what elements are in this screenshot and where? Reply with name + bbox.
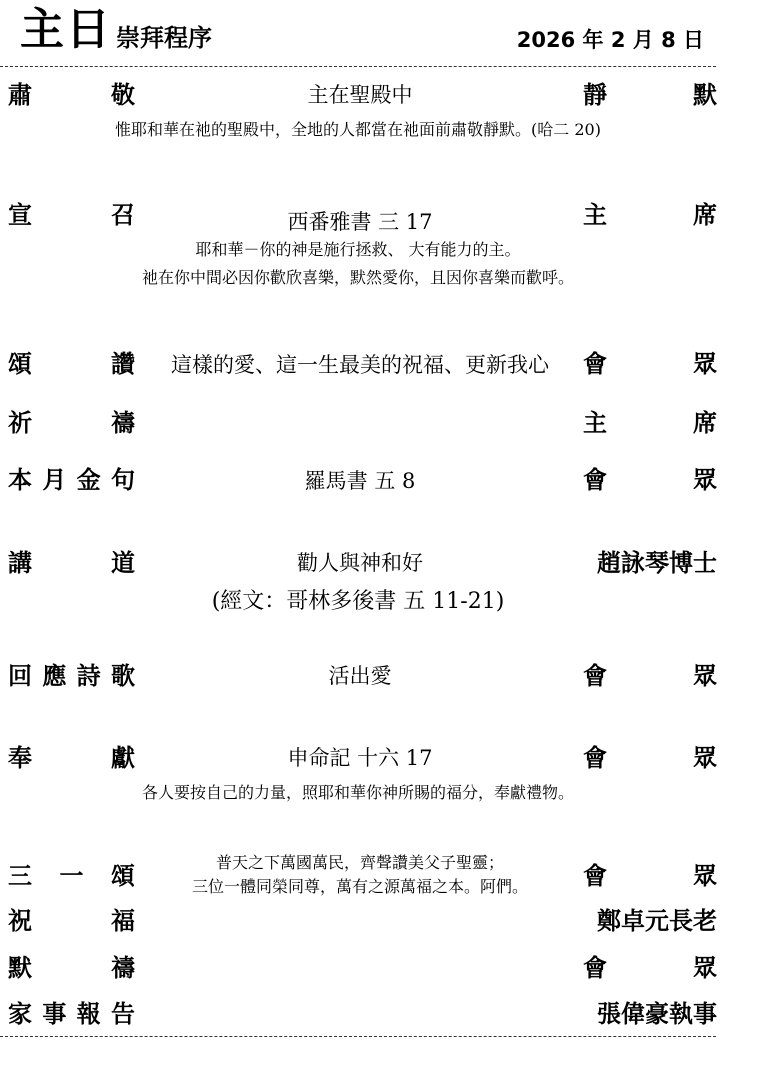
item-label-monthly-verse: 本 月 金 句 — [8, 466, 135, 494]
item-role-doxology: 會 眾 — [583, 862, 717, 890]
item-content-call: 西番雅書 三 17 — [287, 210, 433, 234]
item-role-solemn: 靜 默 — [583, 81, 717, 109]
item-role-response-hymn: 會 眾 — [583, 662, 717, 690]
item-content-sermon: 勸人與神和好 — [297, 551, 423, 575]
item-label-benediction: 祝 福 — [8, 907, 135, 935]
item-label-response-hymn: 回 應 詩 歌 — [8, 662, 135, 690]
top-divider — [0, 66, 716, 67]
item-content-solemn: 主在聖殿中 — [307, 83, 413, 107]
item-role-silent-prayer: 會 眾 — [583, 954, 717, 982]
page-title: 主日 — [20, 4, 112, 55]
item-content-praise: 這樣的愛、這一生最美的祝福、更新我心 — [171, 353, 549, 377]
item-role-prayer: 主 席 — [583, 409, 717, 437]
item-content-offering: 申命記 十六 17 — [287, 746, 433, 770]
item-verse-solemn: 惟耶和華在祂的聖殿中，全地的人都當在祂面前肅敬靜默。(哈二 20) — [115, 120, 601, 139]
item-label-solemn: 肅 敬 — [8, 81, 135, 109]
item-verse-call-1: 耶和華－你的神是施行拯救、 大有能力的主。 — [195, 240, 521, 259]
item-role-benediction: 鄭卓元長老 — [597, 907, 717, 935]
item-label-praise: 頌 讚 — [8, 350, 135, 378]
service-date: 2026 年 2 月 8 日 — [516, 28, 704, 52]
item-role-offering: 會 眾 — [583, 744, 717, 772]
page-subtitle: 崇拜程序 — [116, 24, 212, 52]
item-label-silent-prayer: 默 禱 — [8, 954, 135, 982]
item-label-announcements: 家 事 報 告 — [8, 1000, 135, 1028]
item-verse-call-2: 祂在你中間必因你歡欣喜樂，默然愛你，且因你喜樂而歡呼。 — [141, 268, 574, 287]
item-label-doxology: 三 一 頌 — [8, 862, 135, 890]
item-content-response-hymn: 活出愛 — [328, 664, 392, 688]
item-label-call: 宣 召 — [8, 201, 135, 229]
bottom-divider — [0, 1036, 716, 1037]
item-role-announcements: 張偉豪執事 — [597, 1000, 717, 1028]
item-label-offering: 奉 獻 — [8, 744, 135, 772]
item-verse-offering: 各人要按自己的力量，照耶和華你神所賜的福分，奉獻禮物。 — [141, 783, 574, 802]
item-scripture-sermon: (經文：哥林多後書 五 11-21) — [211, 589, 505, 614]
item-label-sermon: 講 道 — [8, 549, 135, 577]
item-content-doxology-2: 三位一體同榮同尊，萬有之源萬福之本。阿們。 — [191, 877, 528, 896]
item-role-sermon: 趙詠琴博士 — [597, 549, 717, 577]
item-label-prayer: 祈 禱 — [8, 409, 135, 437]
item-role-call: 主 席 — [583, 201, 717, 229]
item-content-monthly-verse: 羅馬書 五 8 — [304, 469, 416, 493]
item-role-praise: 會 眾 — [583, 350, 717, 378]
item-role-monthly-verse: 會 眾 — [583, 466, 717, 494]
item-content-doxology-1: 普天之下萬國萬民，齊聲讚美父子聖靈； — [215, 853, 504, 872]
